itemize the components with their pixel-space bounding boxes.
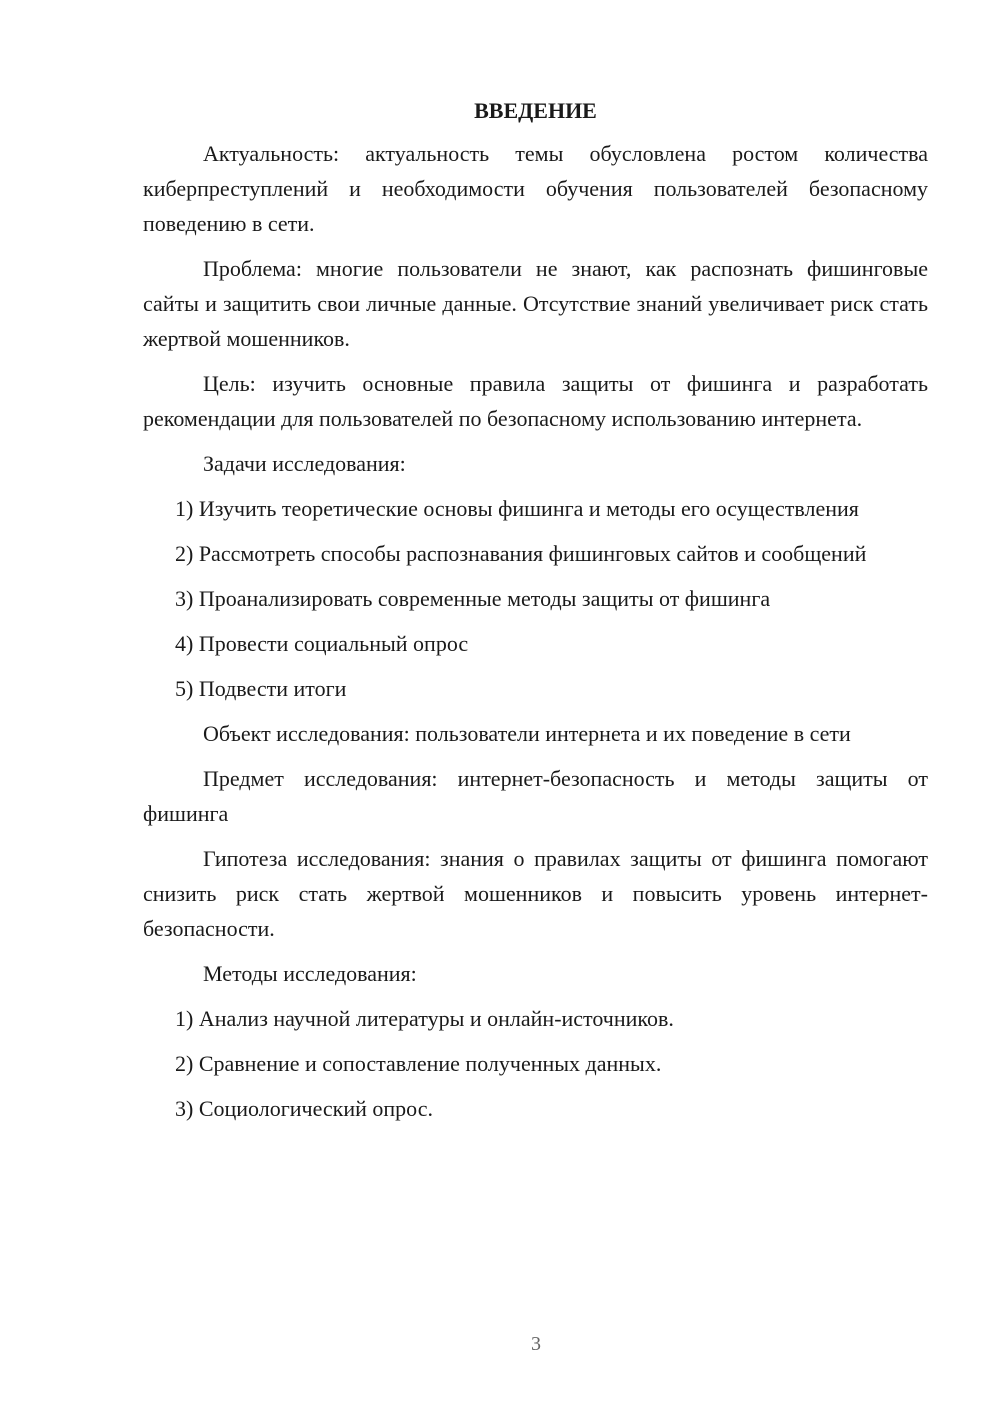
subject-paragraph: Предмет исследования: интернет-безопасность и методы защиты от фишинга bbox=[143, 766, 928, 826]
hypothesis-paragraph: Гипотеза исследования: знания о правилах защиты от фишинга помогают снизить риск стать жертвой мошенников и повысить уровень интернет-безопасности. bbox=[143, 846, 928, 941]
problem-paragraph: Проблема: многие пользователи не знают, как распознать фишинговые сайты и защитить свои личные данные. Отсутствие знаний увеличивает риск стать жертвой мошенников. bbox=[143, 256, 928, 351]
tasks-heading: Задачи исследования: bbox=[203, 451, 406, 476]
task-item-3: 3) Проанализировать современные методы защиты от фишинга bbox=[175, 586, 771, 611]
method-item-3: 3) Социологический опрос. bbox=[175, 1096, 433, 1121]
task-item-4: 4) Провести социальный опрос bbox=[175, 631, 469, 656]
page-number: 3 bbox=[531, 1333, 541, 1355]
task-item-5: 5) Подвести итоги bbox=[175, 676, 347, 701]
task-item-1: 1) Изучить теоретические основы фишинга и методы его осуществления bbox=[175, 496, 859, 521]
document-body bbox=[143, 96, 928, 1136]
task-item-2: 2) Рассмотреть способы распознавания фишинговых сайтов и сообщений bbox=[175, 541, 867, 566]
method-item-1: 1) Анализ научной литературы и онлайн-источников. bbox=[175, 1006, 674, 1031]
page-title: ВВЕДЕНИЕ bbox=[474, 98, 597, 123]
methods-heading: Методы исследования: bbox=[203, 961, 417, 986]
method-item-2: 2) Сравнение и сопоставление полученных данных. bbox=[175, 1051, 662, 1076]
goal-paragraph: Цель: изучить основные правила защиты от фишинга и разработать рекомендации для пользователей по безопасному использованию интернета. bbox=[143, 371, 928, 431]
relevance-paragraph: Актуальность: актуальность темы обусловлена ростом количества киберпреступлений и необходимости обучения пользователей безопасному поведению в сети. bbox=[143, 141, 928, 236]
object-paragraph: Объект исследования: пользователи интернета и их поведение в сети bbox=[203, 721, 851, 746]
